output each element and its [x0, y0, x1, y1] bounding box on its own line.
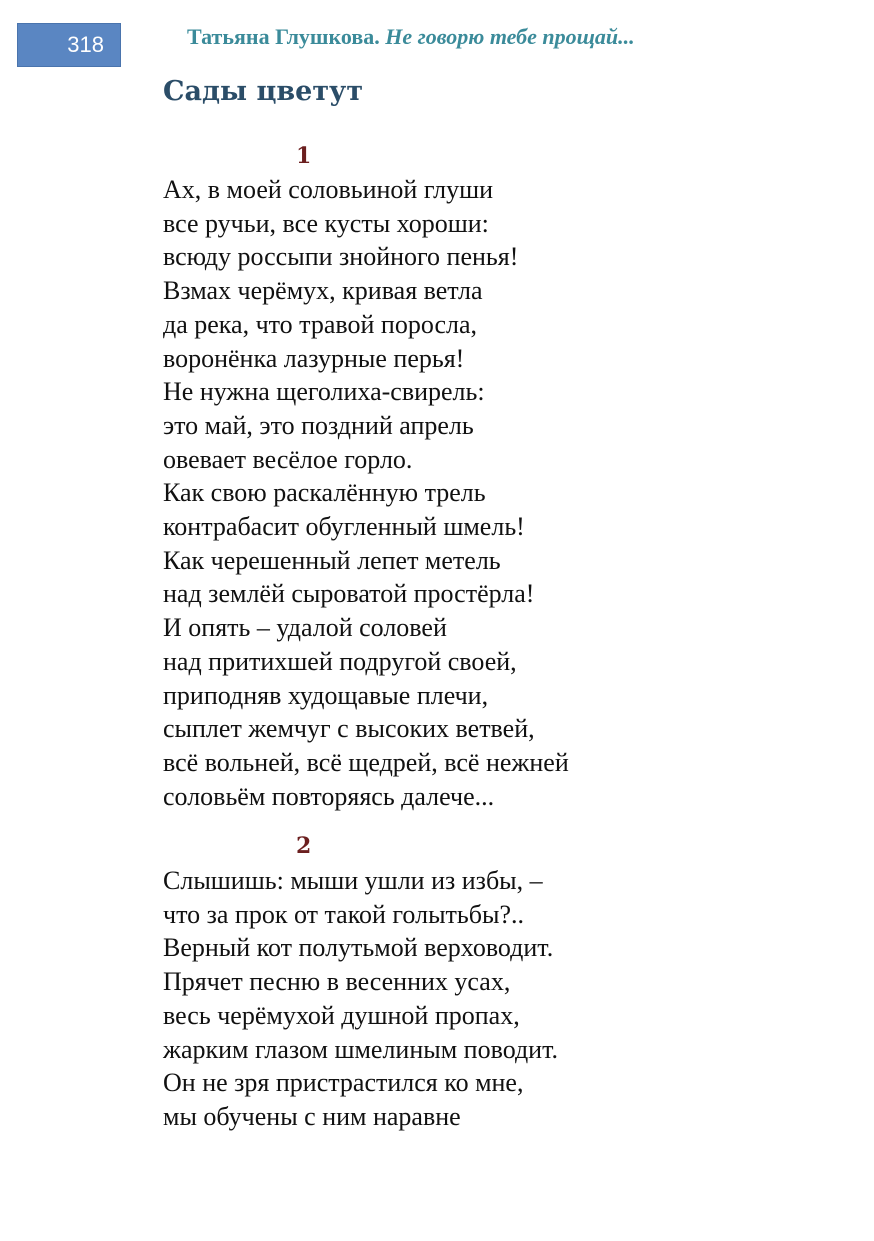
header-work-title: Не говорю тебе прощай... [385, 24, 635, 49]
stanza-2 [163, 864, 558, 1134]
poem-line: Ах, в моей соловьиной глуши [163, 175, 494, 204]
poem-line: сыплет жемчуг с высоких ветвей, [163, 714, 535, 744]
poem-line: овевает весёлое горло. [163, 444, 413, 474]
poem-line: Верный кот полутьмой верховодит. [163, 933, 554, 963]
poem-line: воронёнка лазурные перья! [163, 343, 465, 373]
poem-title: Сады цветут [163, 76, 364, 107]
poem-line: Прячет песню в весенних усах, [163, 967, 511, 997]
poem-line: над притихшей подругой своей, [163, 646, 517, 676]
poem-line: да река, что травой поросла, [163, 309, 478, 339]
poem-line: соловьём повторяясь далече... [163, 781, 495, 811]
poem-line: Как свою раскалённую трель [163, 478, 486, 508]
page-number-badge [17, 23, 121, 67]
poem-line: все ручьи, все кусты хороши: [163, 208, 489, 238]
poem-line: приподняв худощавые плечи, [163, 680, 489, 710]
poem-line: всюду россыпи знойного пенья! [163, 242, 519, 272]
stanza-1 [163, 173, 569, 813]
poem-line: это май, это поздний апрель [163, 410, 474, 440]
poem-line: Как черешенный лепет метель [163, 545, 501, 575]
poem-line: над землёй сыроватой простёрла! [163, 579, 535, 609]
poem-line: Взмах черёмух, кривая ветла [163, 276, 483, 306]
poem-line: контрабасит обугленный шмель! [163, 512, 525, 542]
poem-line: мы обучены с ним наравне [163, 1101, 461, 1131]
poem-line: Не нужна щеголиха-свирель: [163, 377, 485, 407]
page-number: 318 [67, 32, 104, 57]
poem-line: И опять – удалой соловей [163, 613, 447, 643]
poem-line: жарким глазом шмелиным поводит. [163, 1034, 558, 1064]
poem-line: Он не зря пристрастился ко мне, [163, 1068, 524, 1098]
section-number: 2 [296, 833, 312, 859]
poem-line: Слышишь: мыши ушли из избы, – [163, 866, 543, 895]
running-header [187, 24, 635, 50]
poem-line: всё вольней, всё щедрей, всё нежней [163, 747, 569, 777]
poem-line: что за прок от такой голытьбы?.. [163, 899, 524, 929]
poem-line: весь черёмухой душной пропах, [163, 1000, 520, 1030]
section-number: 1 [296, 143, 312, 169]
header-author: Татьяна Глушкова. [187, 24, 380, 49]
